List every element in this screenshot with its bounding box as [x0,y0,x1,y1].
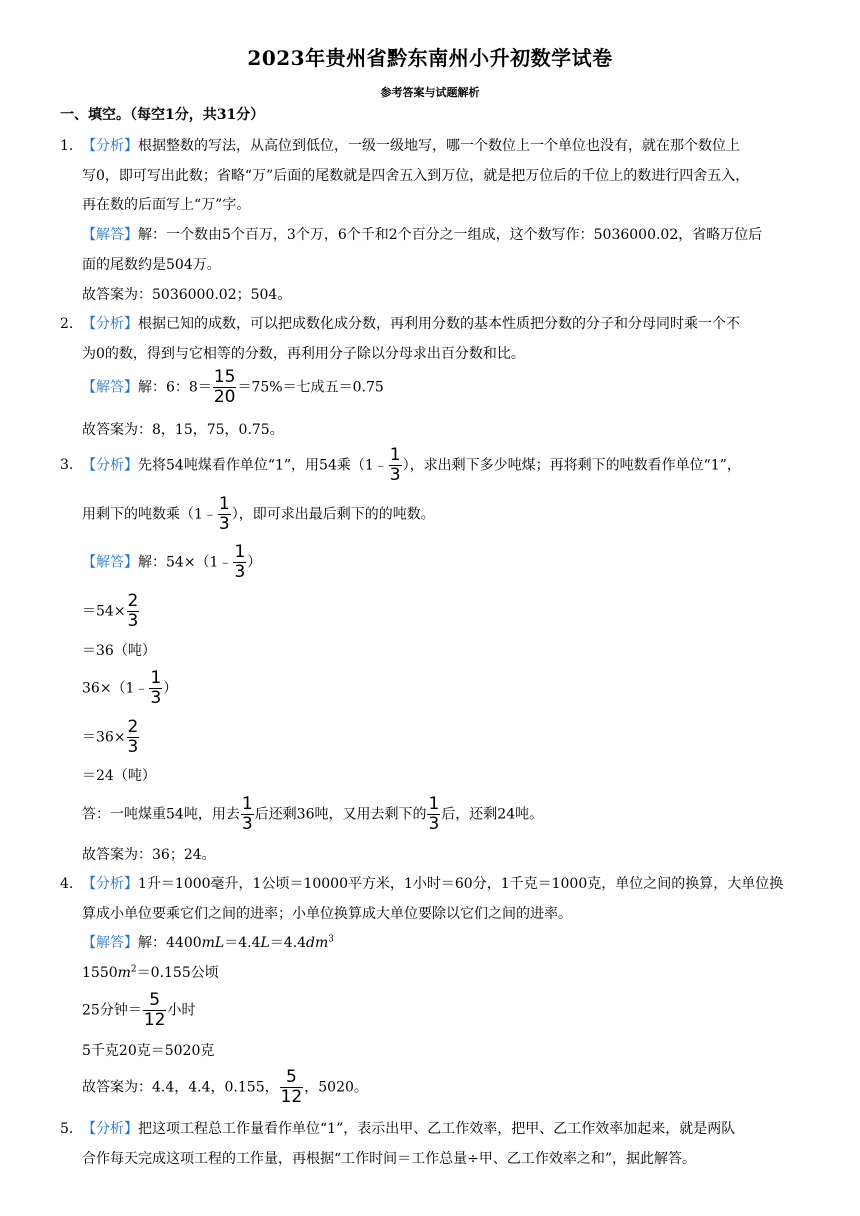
fraction: $\frac{2}{3}$ [127,591,139,631]
q1-analysis-line-1: 【分析】根据整数的写法，从高位到低位，一级一级地写，哪一个数位上一个单位也没有，就在那个数位上 [82,138,740,154]
answer-tag: 【解答】 [82,227,138,243]
q4-analysis-line-1: 【分析】1升＝1000毫升，1公顷＝10000平方米，1小时＝60分，1千克＝1000克，单位之间的换算，大单位换 [82,876,784,892]
q3-solution-line-1: 【解答】解：54×（1﹣ $\frac{1}{3}$ ） [82,542,262,582]
question-number: 5. [60,1121,74,1137]
q4-final-answer: 故答案为：4.4，4.4，0.155， $\frac{5}{12}$ ，5020。 [82,1067,368,1107]
analysis-tag: 【分析】 [82,1121,138,1137]
q4-solution-line-3: 25分钟＝ $\frac{5}{12}$ 小时 [82,990,196,1030]
q3-solution-line-4: 36×（1﹣ $\frac{1}{3}$ ） [82,668,178,708]
fraction: $\frac{5}{12}$ [280,1067,303,1107]
q3-analysis-line-1: 【分析】先将54吨煤看作单位“1”，用54乘（1﹣ $\frac{1}{3}$ ），求出剩下多少吨煤；再将剩下的吨数看作单位“1”， [82,445,741,485]
fraction: $\frac{15}{20}$ [213,367,236,407]
q2-final-answer: 故答案为：8，15，75，0.75。 [82,422,284,438]
fraction: $\frac{1}{3}$ [241,794,253,834]
q3-solution-line-5: ＝36× $\frac{2}{3}$ [82,717,139,757]
question-number: 2. [60,316,74,332]
page-title: 2023年贵州省黔东南州小升初数学试卷 [247,46,613,70]
q5-analysis-line-2: 合作每天完成这项工程的工作量，再根据“工作时间＝工作总量÷甲、乙工作效率之和”，据此解答。 [82,1151,697,1167]
q1-final-answer: 故答案为：5036000.02；504。 [82,287,292,303]
q3-conclusion: 答：一吨煤重54吨，用去 $\frac{1}{3}$ 后还剩36吨，又用去剩下的 $\frac{1}{3}$ 后，还剩24吨。 [82,794,544,834]
answer-tag: 【解答】 [82,379,138,396]
question-number: 3. [60,457,74,473]
analysis-tag: 【分析】 [82,457,138,474]
page-subtitle: 参考答案与试题解析 [380,86,480,99]
q4-solution-line-2: $1550m^2=0.155$公顷 [82,964,219,981]
q3-solution-line-6: ＝24（吨） [82,768,156,784]
q5-analysis-line-1: 【分析】把这项工程总工作量看作单位“1”，表示出甲、乙工作效率，把甲、乙工作效率加起来，就是两队 [82,1121,736,1137]
q3-solution-line-2: ＝54× $\frac{2}{3}$ [82,591,139,631]
fraction: $\frac{2}{3}$ [127,717,139,757]
q3-final-answer: 故答案为：36；24。 [82,847,216,863]
q1-solution-line-1: 【解答】解：一个数由5个百万，3个万，6个千和2个百分之一组成，这个数写作：5036000.02，省略万位后 [82,227,763,243]
question-number: 1. [60,138,74,154]
q4-solution-line-4: 5千克20克＝5020克 [82,1043,215,1059]
fraction: $\frac{1}{3}$ [218,494,230,534]
answer-tag: 【解答】 [82,935,138,951]
question-number: 4. [60,876,74,892]
q1-analysis-line-2: 写0，即可写出此数；省略“万”后面的尾数就是四舍五入到万位，就是把万位后的千位上的数进行四舍五入， [82,168,750,184]
q2-solution: 【解答】解：6：8＝ $\frac{15}{20}$ ＝75%＝七成五＝0.75 [82,367,384,407]
fraction: $\frac{1}{3}$ [428,794,440,834]
analysis-tag: 【分析】 [82,316,138,332]
q3-solution-line-3: ＝36（吨） [82,643,156,659]
q4-solution-line-1: 【解答】解：$4400mL=4.4L=4.4dm^3$ [82,934,335,951]
analysis-tag: 【分析】 [82,138,138,154]
q4-analysis-line-2: 算成小单位要乘它们之间的进率；小单位换算成大单位要除以它们之间的进率。 [82,906,572,922]
q3-analysis-line-2: 用剩下的吨数乘（1﹣ $\frac{1}{3}$ ），即可求出最后剩下的的吨数。 [82,494,435,534]
q1-solution-line-2: 面的尾数约是504万。 [82,257,221,273]
fraction: $\frac{1}{3}$ [389,445,401,485]
fraction: $\frac{1}{3}$ [150,668,162,708]
section-heading: 一、填空。（每空1分，共31分） [60,107,265,123]
q1-analysis-line-3: 再在数的后面写上“万”字。 [82,197,251,213]
analysis-tag: 【分析】 [82,876,138,892]
fraction: $\frac{1}{3}$ [234,542,246,582]
q2-analysis-line-2: 为0的数，得到与它相等的分数，再利用分子除以分母求出百分数和比。 [82,346,525,362]
answer-tag: 【解答】 [82,554,138,571]
fraction: $\frac{5}{12}$ [143,990,166,1030]
q2-analysis-line-1: 【分析】根据已知的成数，可以把成数化成分数，再利用分数的基本性质把分数的分子和分母同时乘一个不 [82,316,740,332]
